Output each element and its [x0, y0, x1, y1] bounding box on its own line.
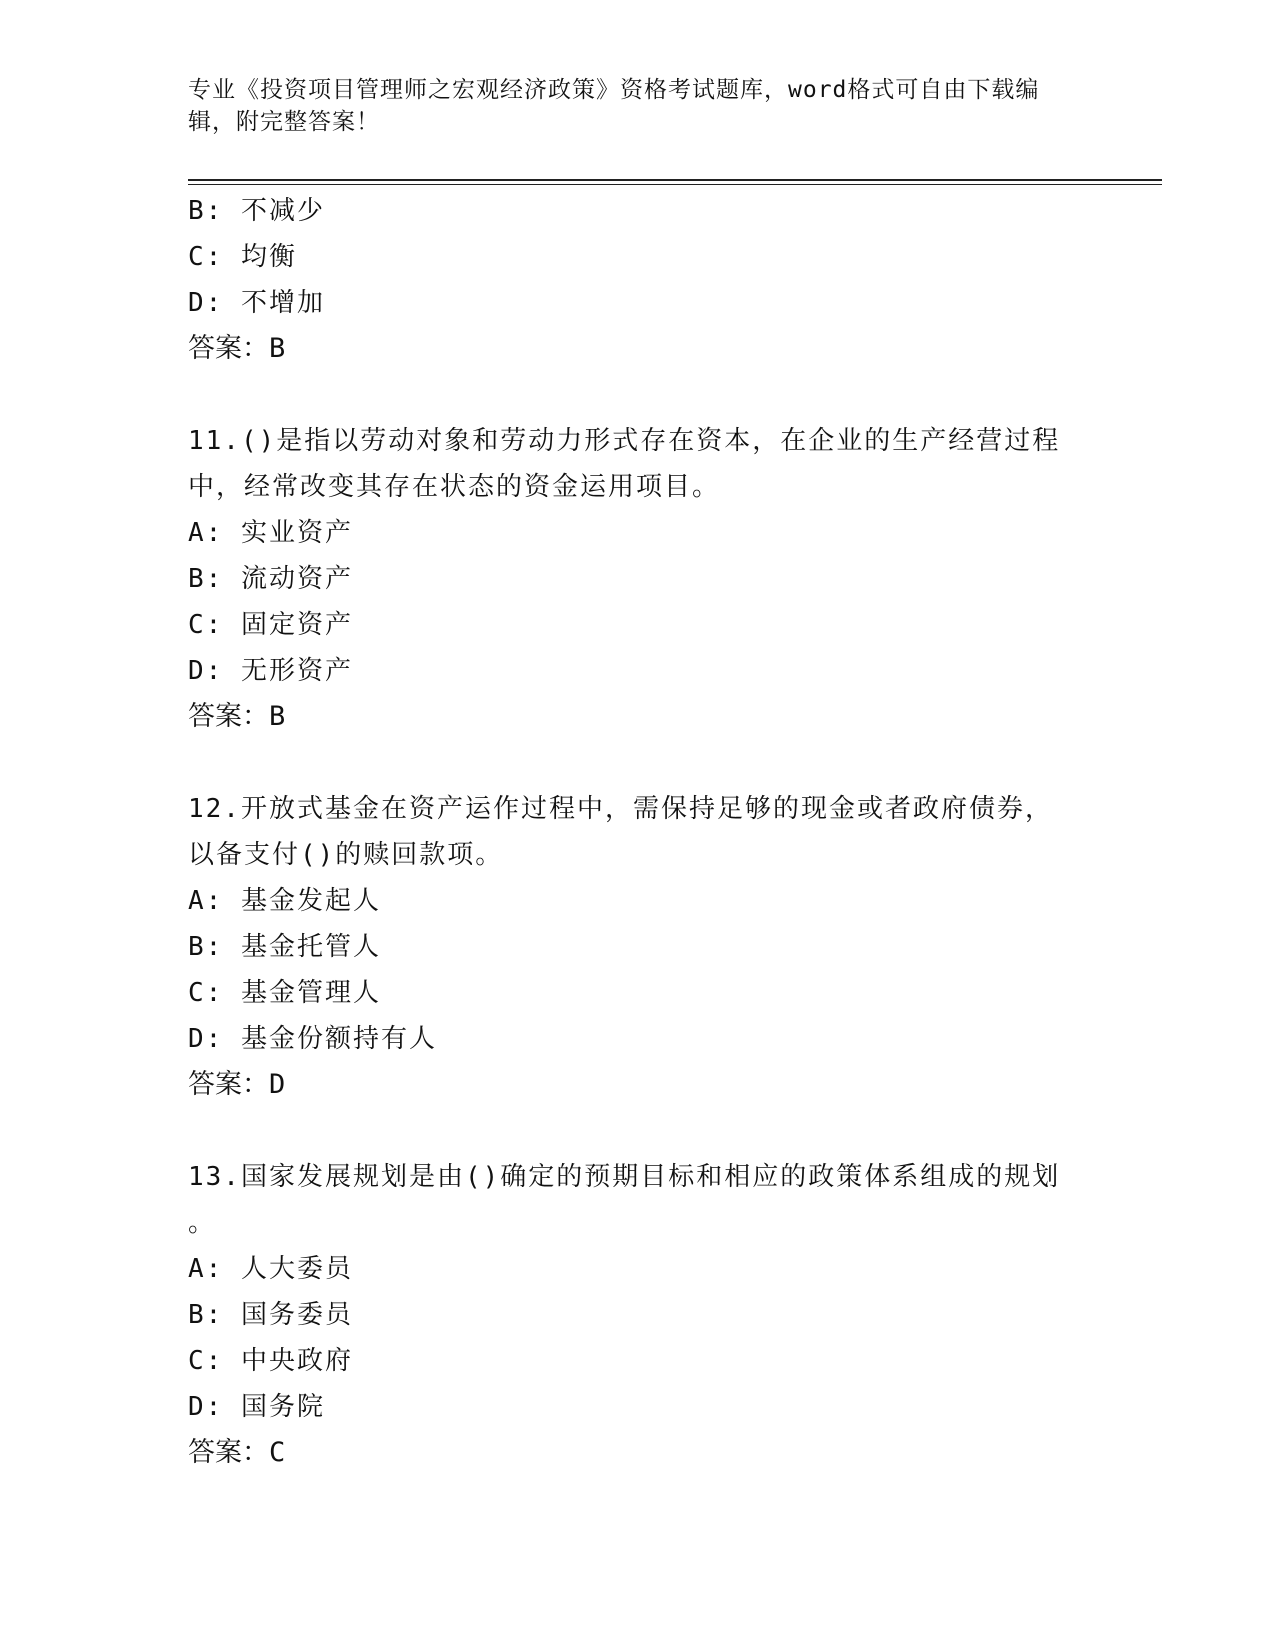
prev-question-block	[188, 188, 1088, 372]
question-11	[188, 418, 1088, 740]
option-a: A: 人大委员	[188, 1254, 353, 1284]
question-list	[188, 188, 1088, 1476]
option-b: B: 流动资产	[188, 564, 353, 594]
answer-line: 答案：B	[188, 333, 286, 364]
option-b: B: 基金托管人	[188, 932, 381, 962]
option-c: C: 基金管理人	[188, 978, 381, 1008]
header-line-2: 辑，附完整答案！	[188, 109, 380, 135]
question-12	[188, 786, 1088, 1108]
question-stem: 13.国家发展规划是由()确定的预期目标和相应的政策体系组成的规划 。	[188, 1162, 1061, 1238]
option-b: B: 不减少	[188, 196, 325, 226]
option-d: D: 国务院	[188, 1392, 325, 1422]
option-c: C: 中央政府	[188, 1346, 353, 1376]
answer-line: 答案：C	[188, 1437, 286, 1468]
option-a: A: 基金发起人	[188, 886, 381, 916]
answer-line: 答案：B	[188, 701, 286, 732]
answer-line: 答案：D	[188, 1069, 286, 1100]
header-line-1: 专业《投资项目管理师之宏观经济政策》资格考试题库，word格式可自由下载编	[188, 77, 1040, 103]
question-stem: 11.()是指以劳动对象和劳动力形式存在资本，在企业的生产经营过程 中，经常改变其存在状态的资金运用项目。	[188, 426, 1061, 502]
spacer	[188, 372, 1088, 418]
option-b: B: 国务委员	[188, 1300, 353, 1330]
question-13	[188, 1154, 1088, 1476]
option-d: D: 不增加	[188, 288, 325, 318]
question-stem: 12.开放式基金在资产运作过程中，需保持足够的现金或者政府债券， 以备支付()的赎回款项。	[188, 794, 1053, 870]
option-c: C: 均衡	[188, 242, 297, 272]
option-a: A: 实业资产	[188, 518, 353, 548]
option-d: D: 无形资产	[188, 656, 353, 686]
spacer	[188, 1108, 1088, 1154]
header-divider-thick	[188, 179, 1162, 181]
option-c: C: 固定资产	[188, 610, 353, 640]
header-divider-thin	[188, 184, 1162, 185]
option-d: D: 基金份额持有人	[188, 1024, 437, 1054]
spacer	[188, 740, 1088, 786]
document-header	[188, 74, 1068, 138]
